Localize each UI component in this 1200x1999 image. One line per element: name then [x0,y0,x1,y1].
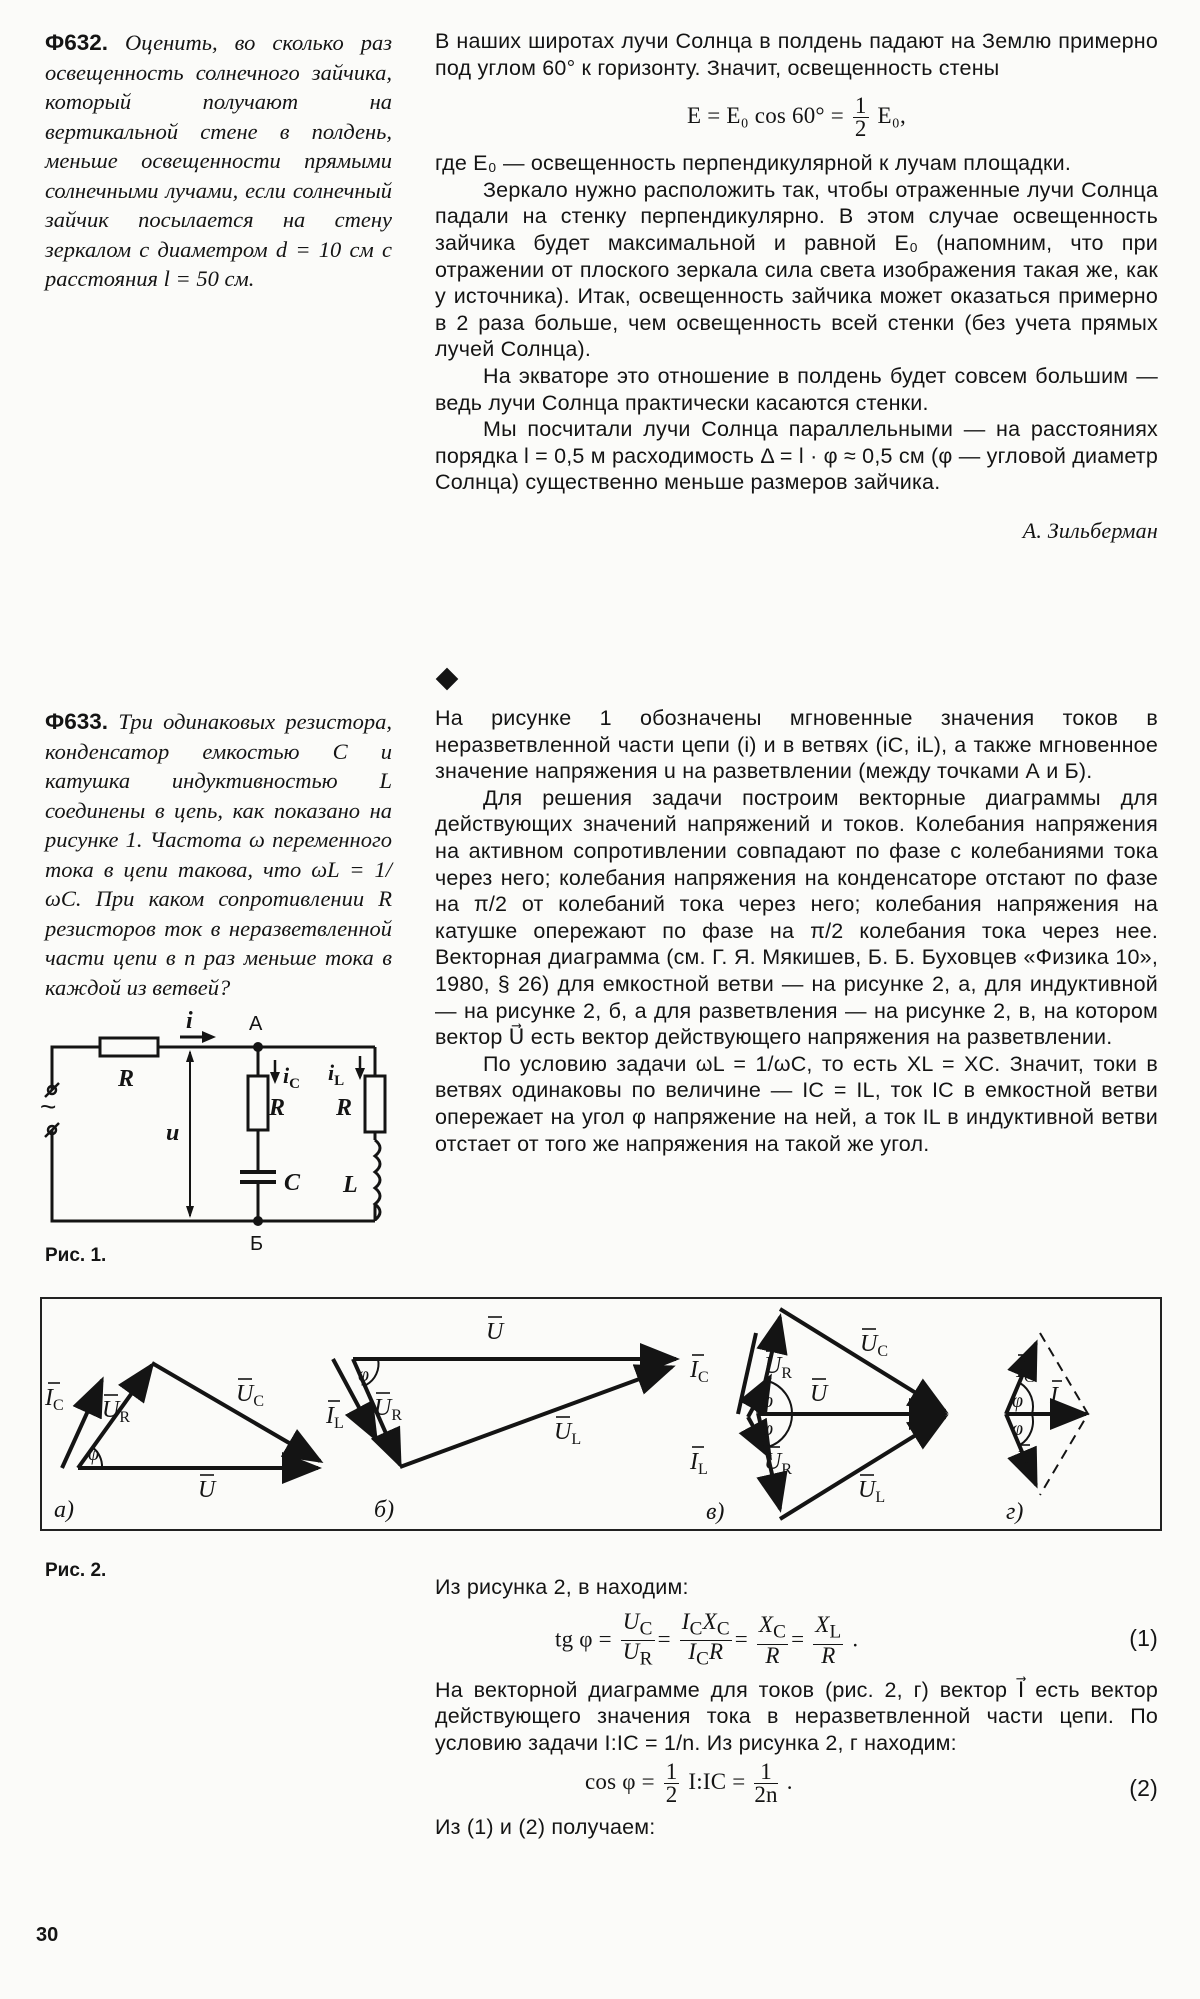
solution-633-p2: Для решения задачи построим векторные диаграммы для действующих значений напряжений и токов. Колебания напряжения на активном сопротивлении совпадают по фазе с колебаниями тока через него; колебания напряжения на конденсаторе отстают по фазе на π/2 от колебаний тока через него; колебания напряжения на катушке опережают по фазе на π/2 колебания тока через нее. Векторная диаграмма (см. Г. Я. Мякишев, Б. Б. Буховцев «Физика 10», 1980, § 26) для емкостной ветви — на рисунке 2, а, для индуктивной — на рисунке 2, б, а для разветвления — на рисунке 2, в, на котором вектор U⃗ есть вектор действующего напряжения на разветвлении. [435,785,1158,1050]
signature: А. Зильберман [1022,517,1158,543]
problem-632 [45,28,392,294]
svg-text:φ: φ [1012,1390,1024,1412]
solution-632-p5: Мы посчитали лучи Солнца параллельными — на расстояниях порядка l = 0,5 м расходимость Δ = l · φ ≈ 0,5 см (φ — угловой диаметр Солнца) существенно меньше размеров зайчика. [435,417,1158,495]
equation-2-number: (2) [1129,1774,1158,1801]
node-a [253,1042,263,1052]
svg-text:Б: Б [250,1233,264,1255]
svg-text:C: C [284,1170,301,1196]
problem-633 [45,707,392,1002]
svg-text:U: U [810,1381,828,1407]
solution-632-p4: На экваторе это отношение в полдень будет совсем большим — ведь лучи Солнца практически касаются стенки. [435,363,1158,415]
svg-text:UC: $U_C$ [236,1381,265,1410]
panel-b-label: б) [374,1497,395,1523]
svg-text:u: u [166,1120,180,1146]
solution-633-p3: По условию задачи ωL = 1/ωC, то есть XL = XC. Значит, токи в ветвях одинаковы по величине — IC = IL, ток IC в емкостной ветви опережает на угол φ напряжение на ней, а ток IL в индуктивной ветви отстает от того же напряжения на такой же угол. [435,1051,1158,1156]
svg-text:UR: $U_R$ [374,1395,403,1424]
svg-text:φ: φ [1012,1418,1024,1440]
svg-text:IL: $I_L$ [690,1449,708,1478]
svg-text:L: L [343,1172,358,1198]
svg-text:IC: $I_C$ [1016,1357,1035,1386]
solution-632-p1: В наших широтах лучи Солнца в полдень падают на Землю примерно под углом 60° к горизонту. Значит, освещенность стены [435,29,1158,80]
problem-633-label: Ф633. [45,709,108,734]
svg-text:φ: φ [762,1418,774,1440]
svg-text:UC: $U_C$ [860,1331,889,1360]
panel-a-diagram [62,1363,320,1468]
problem-632-text: Оценить, во сколько раз освещенность солнечного зайчика, который получают на вертикальной стене в полдень, меньше освещенности прямыми солнечными лучами, если солнечный зайчик посылается на стену зеркалом с диаметром d = 10 см с расстояния l = 50 см. [45,30,392,291]
svg-text:~: ~ [40,1091,57,1122]
svg-text:R: R [118,1066,135,1092]
svg-text:iC: $i_C$ [283,1063,300,1092]
svg-text:U: U [198,1477,216,1503]
svg-text:UR: $U_R$ [764,1353,793,1382]
solution-632 [435,28,1158,545]
svg-text:φ: φ [358,1364,370,1386]
solution-632-p2: где E₀ — освещенность перпендикулярной к лучам площадки. [435,151,1072,176]
svg-text:I: I [1050,1383,1058,1409]
svg-text:R: R [336,1095,353,1121]
equation-1-number: (1) [1129,1624,1158,1651]
svg-text:UL: $U_L$ [554,1419,582,1448]
figure-1-caption: Рис. 1. [45,1245,107,1266]
svg-text:iL: $i_L$ [328,1060,345,1089]
svg-text:UR: $U_R$ [102,1397,131,1426]
panel-c-diagram [738,1309,945,1519]
svg-text:А: А [249,1013,263,1035]
svg-text:R: R [269,1095,286,1121]
solution-633-p1: На рисунке 1 обозначены мгновенные значения токов в неразветвленной части цепи (i) и в ветвях (iC, iL), а также мгновенное значение напряжения u на разветвлении (между точками А и Б). [435,706,1158,784]
solution-632-p3: Зеркало нужно расположить так, чтобы отраженные лучи Солнца падали на стенку перпендикулярно. В этом случае освещенность зайчика будет максимальной и равной E₀ (напомним, что при отражении от плоского зеркала сила света изображения такая же, как у источника). Итак, освещенность зайчика может оказаться примерно в 2 раза больше, чем освещенность всей стенки (без учета прямых лучей Солнца). [435,177,1158,362]
formula-illuminance: E = E₀ cos 60° = $\frac{1}{2}$ E₀, [687,93,906,142]
panel-c-label: в) [706,1499,725,1525]
circuit-diagram [40,1000,400,1255]
svg-text:i: i [186,1008,193,1034]
svg-text:IL: $I_L$ [326,1403,344,1432]
solution-633-bottom [435,1574,1158,1840]
vector-diagrams [40,1297,1160,1529]
solution-633-top [435,705,1158,1157]
panel-d-label: г) [1006,1499,1024,1525]
section-separator-diamond-icon [436,668,459,691]
figure-2-caption: Рис. 2. [45,1560,107,1581]
svg-text:φ: φ [88,1443,100,1465]
svg-text:UR: $U_R$ [764,1449,793,1478]
node-b [253,1216,263,1226]
svg-text:IC: $I_C$ [45,1385,64,1414]
problem-633-text: Три одинаковых резистора, конденсатор емкостью C и катушка индуктивностью L соединены в цепь, как показано на рисунке 1. Частота ω переменного тока в цепи такова, что ωL = 1/ωC. При каком сопротивлении R резисторов ток в неразветвленной части цепи в n раз меньше тока в каждой из ветвей? [45,709,392,1000]
svg-text:IC: $I_C$ [690,1357,709,1386]
equation-2: cos φ = $\frac{1}{2}$ I:IC = $\frac{1}{2n}$ . (2) [585,1758,1158,1807]
equation-1: tg φ = $\frac{U_C}{U_R}$ = $\frac{I_CX_C}{I_CR}$ = $\frac{X_C}{R}$ = $\frac{X_L}{R}$ . (1) [555,1608,1158,1670]
solution-633-p5: На векторной диаграмме для токов (рис. 2, г) вектор I⃗ есть вектор действующего значения тока в неразветвленной части цепи. По условию задачи I:IC = 1/n. Из рисунка 2, г находим: [435,1677,1158,1755]
svg-text:φ: φ [762,1390,774,1412]
solution-633-p6: Из (1) и (2) получаем: [435,1814,656,1839]
svg-text:IL: $I_L$ [1016,1447,1034,1476]
page-number: 30 [36,1924,59,1946]
svg-text:UL: $U_L$ [858,1477,886,1506]
svg-text:U: U [486,1319,504,1345]
solution-633-p4: Из рисунка 2, в находим: [435,1575,689,1599]
problem-632-label: Ф632. [45,30,108,55]
fraction-half: $\frac{1}{2}$ [854,93,867,142]
panel-a-label: а) [54,1497,74,1523]
